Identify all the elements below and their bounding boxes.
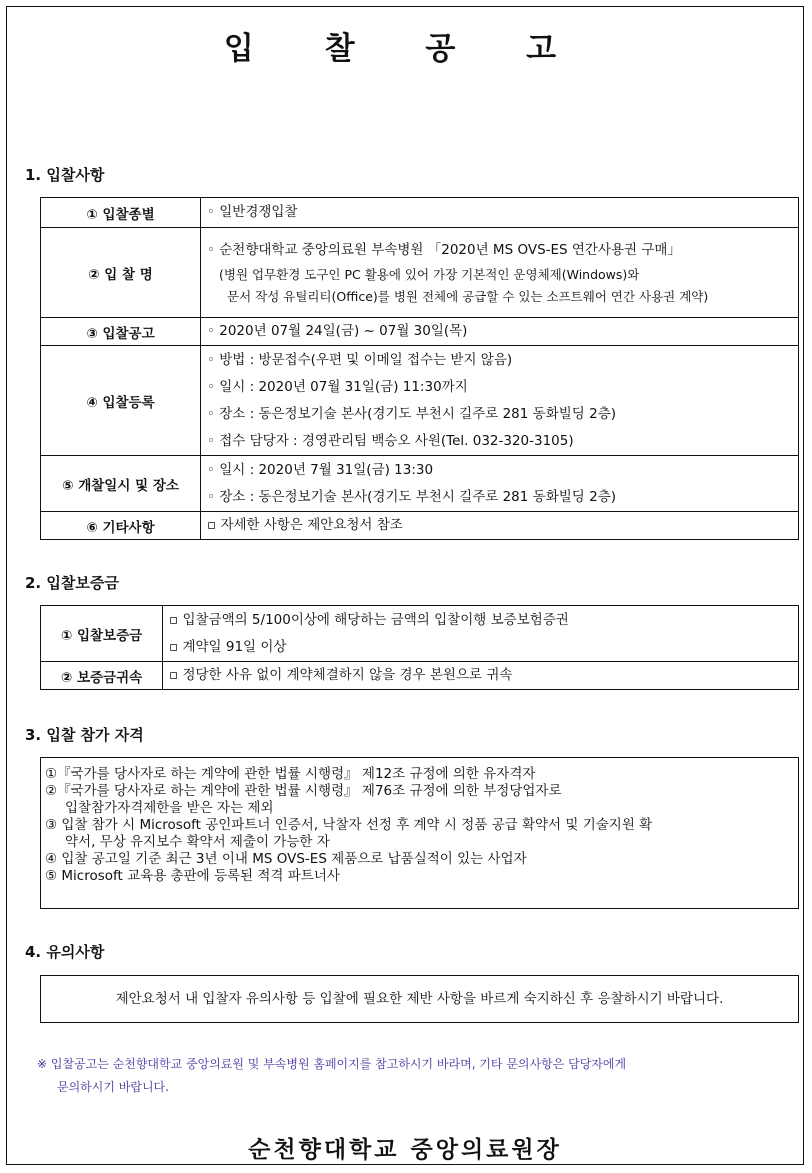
- row-text: ▫ 계약일 91일 이상: [169, 638, 287, 655]
- footnote: [37, 1053, 626, 1099]
- table-row: [41, 512, 799, 540]
- qualifications-box: [40, 757, 799, 909]
- table-row: [41, 606, 799, 662]
- footnote-line: ※ 입찰공고는 순천향대학교 중앙의료원 및 부속병원 홈페이지를 참고하시기 바라며, 기타 문의사항은 담당자에게: [37, 1057, 627, 1071]
- row-text: ◦ 접수 담당자 : 경영관리팀 백승오 사원(Tel. 032-320-3105): [207, 432, 574, 449]
- row-text: ◦ 방법 : 방문접수(우편 및 이메일 접수는 받지 않음): [207, 351, 513, 368]
- page-title: 입 찰 공 고: [223, 31, 587, 67]
- qualification-item: 입찰참가자격제한을 받은 자는 제외: [65, 800, 274, 816]
- row-content: [163, 662, 799, 690]
- table-row: [41, 198, 799, 228]
- table-row: [41, 228, 799, 318]
- section-heading-notes: 4. 유의사항: [25, 943, 105, 961]
- row-content: [163, 606, 799, 662]
- row-label: ④ 입찰등록: [41, 346, 201, 456]
- qualification-item: ③ 입찰 참가 시 Microsoft 공인파트너 인증서, 낙찰자 선정 후 계약 시 정품 공급 확약서 및 기술지원 확: [45, 817, 653, 833]
- row-text: ◦ 장소 : 동은정보기술 본사(경기도 부천시 길주로 281 동화빌딩 2층): [207, 488, 617, 505]
- row-content: [201, 318, 799, 346]
- row-text: ◦ 장소 : 동은정보기술 본사(경기도 부천시 길주로 281 동화빌딩 2층): [207, 405, 617, 422]
- row-text: ▫ 입찰금액의 5/100이상에 해당하는 금액의 입찰이행 보증보험증권: [169, 611, 569, 628]
- row-label: ② 보증금귀속: [41, 662, 163, 690]
- row-content: [201, 512, 799, 540]
- row-text: ◦ 일시 : 2020년 7월 31일(금) 13:30: [207, 461, 434, 478]
- row-content: [201, 198, 799, 228]
- row-text: ◦ 2020년 07월 24일(금) ~ 07월 30일(목): [207, 323, 468, 339]
- footnote-line: 문의하시기 바랍니다.: [57, 1080, 169, 1094]
- row-content: [201, 228, 799, 318]
- row-content: [201, 456, 799, 512]
- signer: 순천향대학교 중앙의료원장: [248, 1136, 562, 1163]
- row-text: ▫ 자세한 사항은 제안요청서 참조: [207, 517, 403, 533]
- row-label: ② 입 찰 명: [41, 228, 201, 318]
- notice-page: [6, 6, 804, 1165]
- row-text: ◦ 일시 : 2020년 07월 31일(금) 11:30까지: [207, 378, 468, 395]
- row-text: ◦ 일반경쟁입찰: [207, 204, 298, 220]
- row-label: ⑥ 기타사항: [41, 512, 201, 540]
- table-row: [41, 662, 799, 690]
- table-row: [41, 456, 799, 512]
- table-row: [41, 318, 799, 346]
- qualification-item: ②『국가를 당사자로 하는 계약에 관한 법률 시행령』 제76조 규정에 의한 부정당업자로: [45, 783, 562, 799]
- row-subtext: 문서 작성 유틸리티(Office)를 병원 전체에 공급할 수 있는 소프트웨어 연간 사용권 계약): [227, 289, 709, 304]
- table-row: [41, 346, 799, 456]
- row-text: ◦ 순천향대학교 중앙의료원 부속병원 「2020년 MS OVS-ES 연간사용권 구매」: [207, 242, 681, 258]
- row-label: ① 입찰종별: [41, 198, 201, 228]
- qualification-item: 약서, 무상 유지보수 확약서 제출이 가능한 자: [65, 834, 330, 850]
- row-subtext: (병원 업무환경 도구인 PC 활용에 있어 가장 기본적인 운영체제(Windows)와: [219, 267, 640, 282]
- row-content: [201, 346, 799, 456]
- row-text: ▫ 정당한 사유 없이 계약체결하지 않을 경우 본원으로 귀속: [169, 667, 513, 683]
- section-heading-deposit: 2. 입찰보증금: [25, 574, 119, 592]
- section-heading-qualifications: 3. 입찰 참가 자격: [25, 726, 144, 744]
- bid-items-table: [40, 197, 799, 540]
- row-label: ③ 입찰공고: [41, 318, 201, 346]
- qualification-item: ①『국가를 당사자로 하는 계약에 관한 법률 시행령』 제12조 규정에 의한 유자격자: [45, 766, 536, 782]
- section-heading-bid-items: 1. 입찰사항: [25, 166, 105, 184]
- qualification-item: ④ 입찰 공고일 기준 최근 3년 이내 MS OVS-ES 제품으로 납품실적이 있는 사업자: [45, 851, 527, 867]
- qualification-item: ⑤ Microsoft 교육용 총판에 등록된 적격 파트너사: [45, 868, 340, 884]
- row-label: ① 입찰보증금: [41, 606, 163, 662]
- deposit-table: [40, 605, 799, 690]
- notice-box: 제안요청서 내 입찰자 유의사항 등 입찰에 필요한 제반 사항을 바르게 숙지하신 후 응찰하시기 바랍니다.: [40, 975, 799, 1023]
- row-label: ⑤ 개찰일시 및 장소: [41, 456, 201, 512]
